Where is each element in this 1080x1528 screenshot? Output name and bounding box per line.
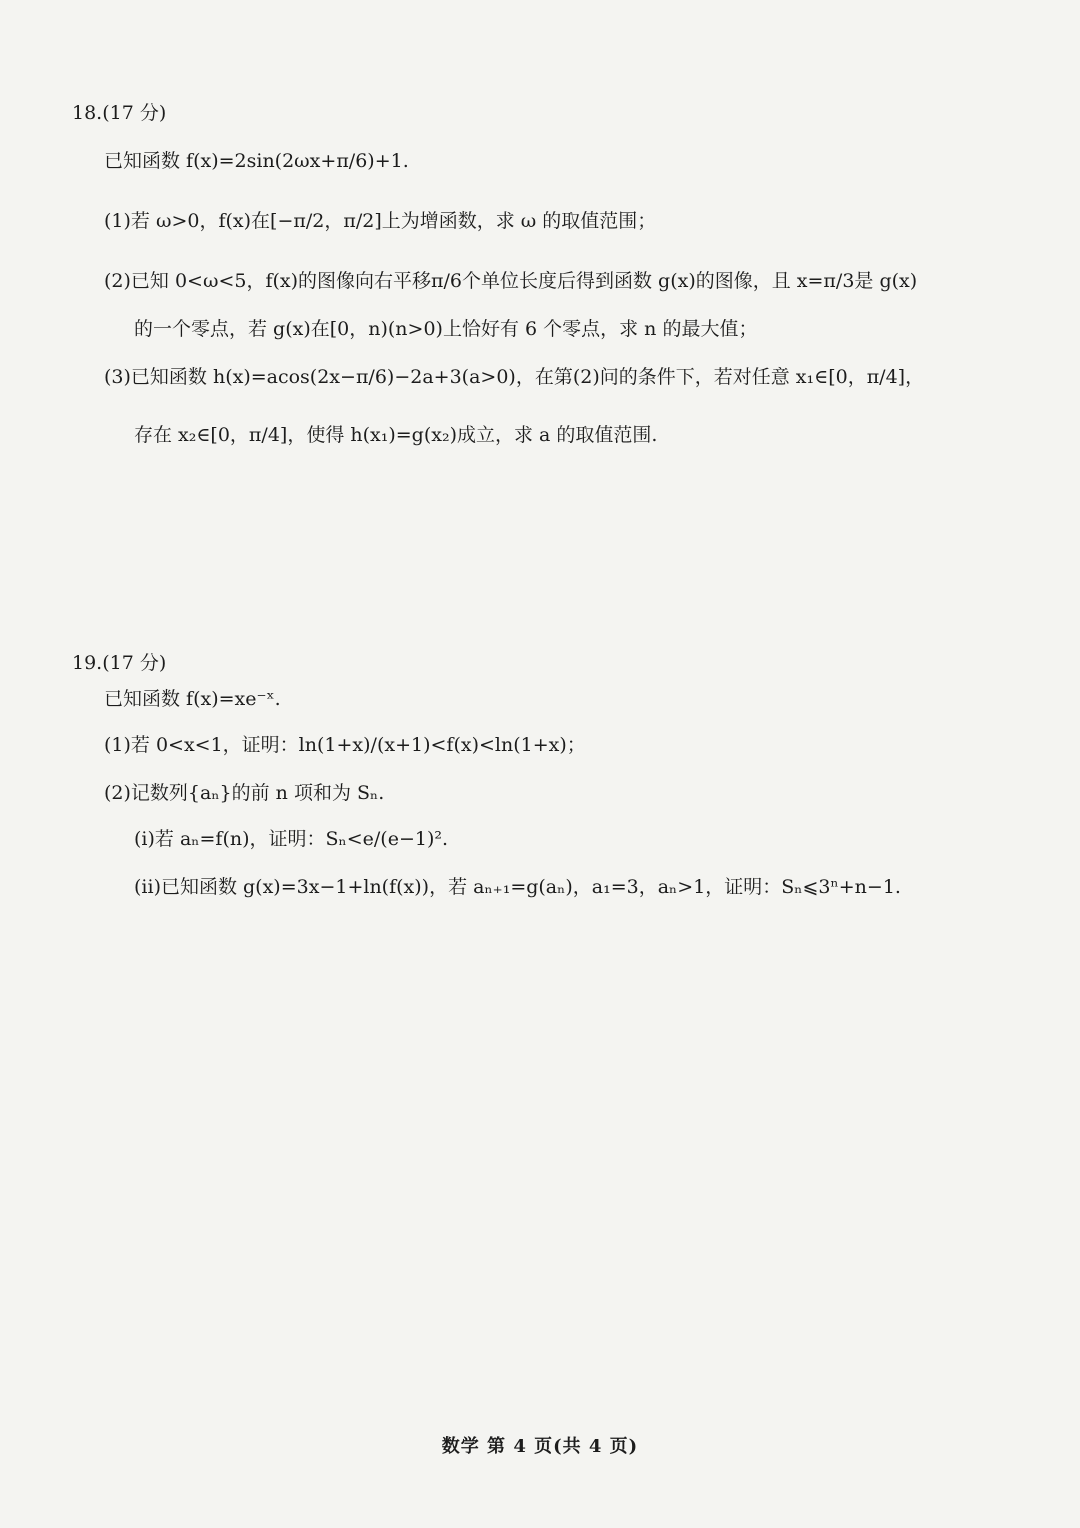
problem-18-part-3-line-1: (3)已知函数 h(x)=acos(2x−π/6)−2a+3(a>0)，在第(2)问的条件下，若对任意 x₁∈[0，π/4]， xyxy=(104,366,925,388)
problem-19-part-2-ii: (ii)已知函数 g(x)=3x−1+ln(f(x))，若 aₙ₊₁=g(aₙ)，a₁=3，aₙ>1，证明：Sₙ⩽3ⁿ+n−1. xyxy=(134,876,901,898)
problem-18-part-3-line-2: 存在 x₂∈[0，π/4]，使得 h(x₁)=g(x₂)成立，求 a 的取值范围. xyxy=(134,424,658,446)
problem-18-part-2-line-2: 的一个零点，若 g(x)在[0，n)(n>0)上恰好有 6 个零点，求 n 的最大值； xyxy=(134,318,758,340)
problem-19-part-2: (2)记数列{aₙ}的前 n 项和为 Sₙ. xyxy=(104,782,385,804)
problem-19-stem: 已知函数 f(x)=xe⁻ˣ. xyxy=(104,688,281,710)
page-footer: 数学 第 4 页(共 4 页) xyxy=(441,1436,639,1457)
problem-19-part-2-i: (i)若 aₙ=f(n)，证明：Sₙ<e/(e−1)². xyxy=(134,828,449,850)
problem-18-header: 18.(17 分) xyxy=(72,102,167,124)
problem-18-part-2-line-1: (2)已知 0<ω<5，f(x)的图像向右平移π/6个单位长度后得到函数 g(x)的图像，且 x=π/3是 g(x) xyxy=(104,270,918,292)
problem-19-part-1: (1)若 0<x<1，证明：ln(1+x)/(x+1)<f(x)<ln(1+x)； xyxy=(104,734,586,756)
problem-18-stem: 已知函数 f(x)=2sin(2ωx+π/6)+1. xyxy=(104,150,409,172)
problem-19-header: 19.(17 分) xyxy=(72,652,167,674)
problem-18-part-1: (1)若 ω>0，f(x)在[−π/2，π/2]上为增函数，求 ω 的取值范围； xyxy=(104,210,657,232)
